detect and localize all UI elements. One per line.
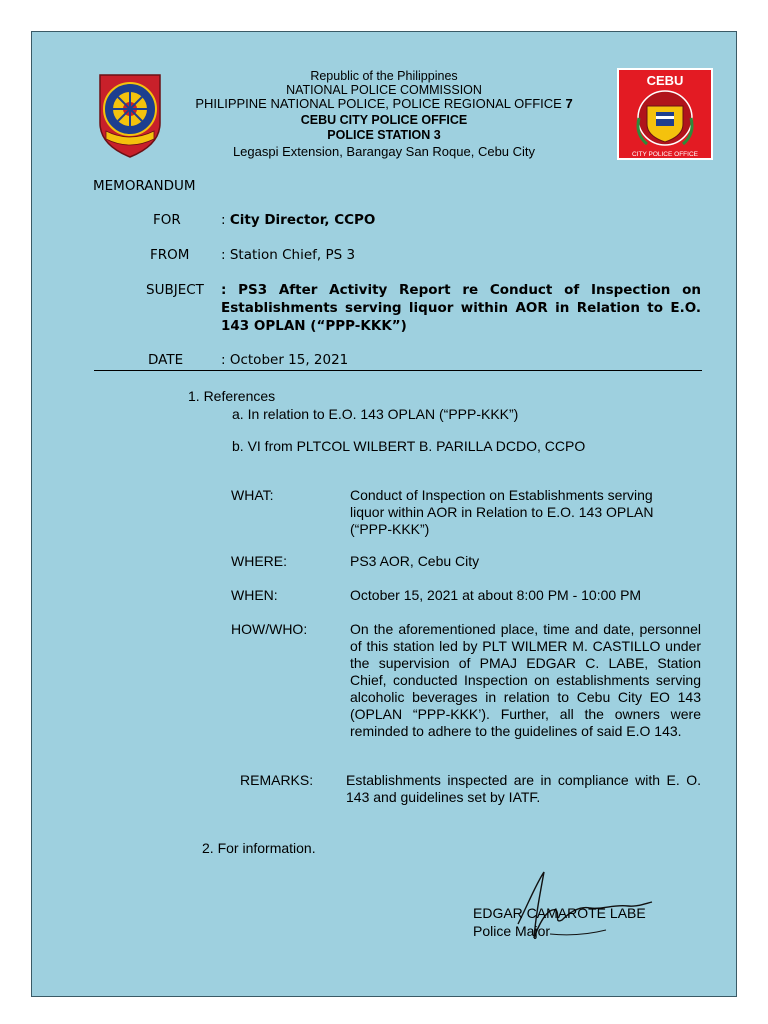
remarks-label: REMARKS: (240, 772, 314, 788)
how-text: On the aforementioned place, time and date, personnel of this station led by PLT WILMER M. CASTILLO under the supervision of PMAJ EDGAR C. LABE, Station Chief, conducted Inspection on establishments serving alcoholic beverages in relation to Cebu City EO 143 (OPLAN “PPP-KKK’). Further, all the owners were reminded to adhere to the guidelines of said E.O 143. (350, 621, 701, 739)
remarks-text: Establishments inspected are in compliance with E. O. 143 and guidelines set by IATF. (346, 772, 701, 805)
memo-page (31, 31, 737, 997)
memo-title: MEMORANDUM (93, 178, 196, 194)
when-label: WHEN: (231, 587, 278, 603)
date-label: DATE (148, 352, 184, 368)
what-line-2: liquor within AOR in Relation to E.O. 143 OPLAN (350, 504, 654, 520)
how-label: HOW/WHO: (231, 621, 308, 637)
header-pnp-text: PHILIPPINE NATIONAL POLICE, POLICE REGIONAL OFFICE (195, 96, 562, 111)
signatory-title: Police Major (473, 923, 551, 939)
where-label: WHERE: (231, 553, 287, 569)
what-line-3: (“PPP-KKK”) (350, 521, 430, 537)
item-2: 2. For information. (202, 840, 316, 856)
header-republic: Republic of the Philippines (310, 69, 458, 83)
subject-line-2: Establishments serving liquor within AOR in Relation to E.O. (221, 300, 701, 316)
subject-line-3: 143 OPLAN (“PPP-KKK”) (221, 318, 407, 334)
from-label: FROM (150, 247, 190, 263)
subject-label: SUBJECT (146, 282, 204, 298)
for-value: : City Director, CCPO (221, 212, 376, 228)
when-value: October 15, 2021 at about 8:00 PM - 10:00 PM (350, 587, 642, 603)
for-value-text: City Director, CCPO (229, 212, 376, 228)
header-ccpo: CEBU CITY POLICE OFFICE (300, 113, 468, 127)
subject-line-1-text: PS3 After Activity Report re Conduct of Inspection on (238, 282, 701, 298)
from-value: : Station Chief, PS 3 (221, 247, 356, 263)
header-address: Legaspi Extension, Barangay San Roque, Cebu City (232, 144, 536, 159)
what-label: WHAT: (231, 487, 274, 503)
reference-b: b. VI from PLTCOL WILBERT B. PARILLA DCDO, CCPO (232, 438, 586, 454)
reference-a: a. In relation to E.O. 143 OPLAN (“PPP-KKK”) (232, 406, 519, 422)
header-divider (94, 370, 702, 371)
where-value: PS3 AOR, Cebu City (350, 553, 480, 569)
header-pnp (32, 96, 736, 111)
header-napolcom: NATIONAL POLICE COMMISSION (286, 83, 482, 97)
date-value: : October 15, 2021 (221, 352, 349, 368)
signatory-name: EDGAR CAMAROTE LABE (473, 905, 646, 921)
subject-line-1: : PS3 After Activity Report re Conduct of Inspection on (221, 282, 701, 298)
for-label: FOR (153, 212, 181, 228)
what-line-1: Conduct of Inspection on Establishments serving (350, 487, 653, 503)
logo-arc-text: CITY POLICE OFFICE (632, 151, 698, 158)
header-station: POLICE STATION 3 (327, 128, 441, 142)
references-heading: 1. References (188, 388, 276, 404)
header-pnp-region: 7 (565, 96, 573, 111)
logo-banner-text: CEBU (646, 73, 684, 88)
